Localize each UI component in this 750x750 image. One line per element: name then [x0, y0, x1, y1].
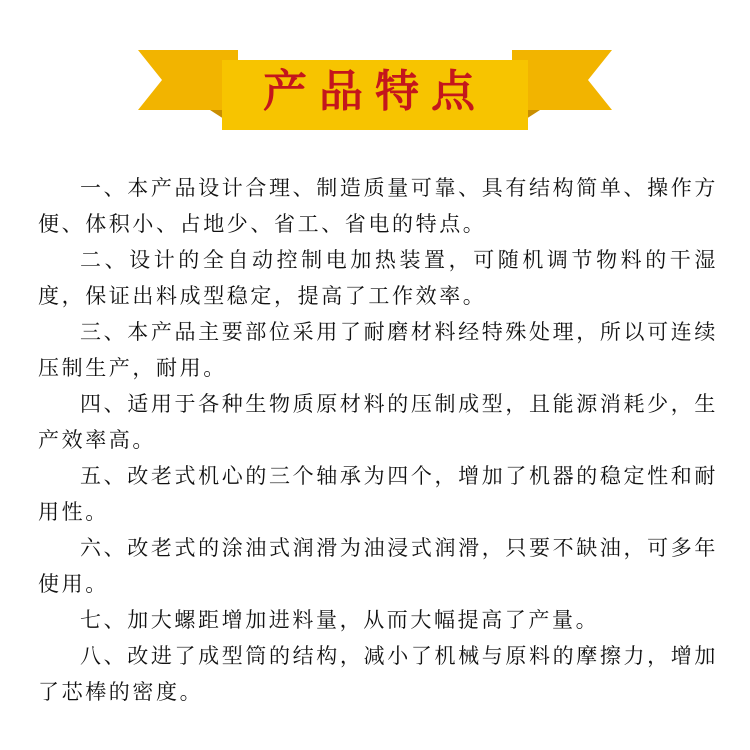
- feature-item-5: 五、改老式机心的三个轴承为四个，增加了机器的稳定性和耐用性。: [38, 464, 718, 524]
- feature-item-2: 二、设计的全自动控制电加热装置，可随机调节物料的干湿度，保证出料成型稳定，提高了工作效率。: [38, 248, 718, 308]
- feature-item-1: 一、本产品设计合理、制造质量可靠、具有结构简单、操作方便、体积小、占地少、省工、省电的特点。: [38, 176, 718, 236]
- feature-item-7: 七、加大螺距增加进料量，从而大幅提高了产量。: [80, 608, 600, 632]
- feature-item-8: 八、改进了成型筒的结构，减小了机械与原料的摩擦力，增加了芯棒的密度。: [38, 644, 718, 704]
- feature-item-4: 四、适用于各种生物质原材料的压制成型，且能源消耗少，生产效率高。: [38, 392, 718, 452]
- page-title: 产品特点: [263, 66, 487, 117]
- feature-item-6: 六、改老式的涂油式润滑为油浸式润滑，只要不缺油，可多年使用。: [38, 536, 718, 596]
- feature-list: [38, 170, 718, 710]
- title-ribbon-banner: [138, 44, 612, 136]
- feature-item-3: 三、本产品主要部位采用了耐磨材料经特殊处理，所以可连续压制生产，耐用。: [38, 320, 718, 380]
